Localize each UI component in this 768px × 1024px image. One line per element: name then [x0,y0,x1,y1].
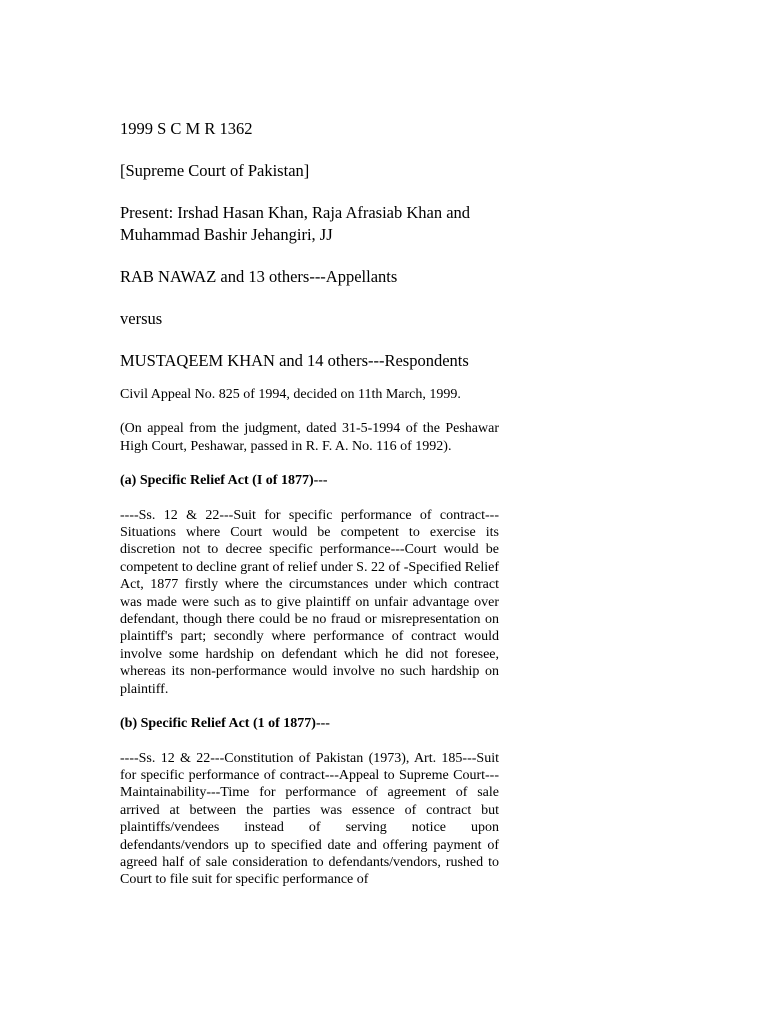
respondents: MUSTAQEEM KHAN and 14 others---Respondents [120,351,469,370]
appellants: RAB NAWAZ and 13 others---Appellants [120,267,398,286]
section-heading-a: (a) Specific Relief Act (I of 1877)--- [120,473,328,489]
bench-present: Present: Irshad Hasan Khan, Raja Afrasiab Khan and Muhammad Bashir Jehangiri, JJ [120,203,471,244]
court-name: [Supreme Court of Pakistan] [120,161,310,180]
citation: 1999 S C M R 1362 [120,119,253,138]
section-body-b: ----Ss. 12 & 22---Constitution of Pakistan (1973), Art. 185---Suit for specific performance of contract---Appeal to Supreme Court---Maintainability---Time for performance of agreement of sale arrived at between the parties was essence of contract but plaintiffs/vendees instead of serving notice upon defendants/vendors up to specified date and offering payment of agreed half of sale consideration to defendants/vendors, rushed to Court to file suit for specific performance of [120,750,499,888]
section-heading-b: (b) Specific Relief Act (1 of 1877)--- [120,716,330,732]
section-body-a: ----Ss. 12 & 22---Suit for specific performance of contract---Situations where Court would be competent to exercise its discretion not to decree specific performance---Court would be competent to decline grant of relief under S. 22 of -Specified Relief Act, 1877 firstly where the circumstances under which contract was made were such as to give plaintiff on unfair advantage over defendant, though there could be no fraud or misrepresentation on plaintiff's part; secondly where performance of contract would involve some hardship on defendant which he did not foresee, whereas its non-performance would involve no such hardship on plaintiff. [120,507,499,697]
document-page [120,118,499,906]
versus: versus [120,309,163,328]
on-appeal-note: (On appeal from the judgment, dated 31-5-1994 of the Peshawar High Court, Peshawar, passed in R. F. A. No. 116 of 1992). [120,421,499,454]
appeal-info: Civil Appeal No. 825 of 1994, decided on 11th March, 1999. [120,387,461,402]
